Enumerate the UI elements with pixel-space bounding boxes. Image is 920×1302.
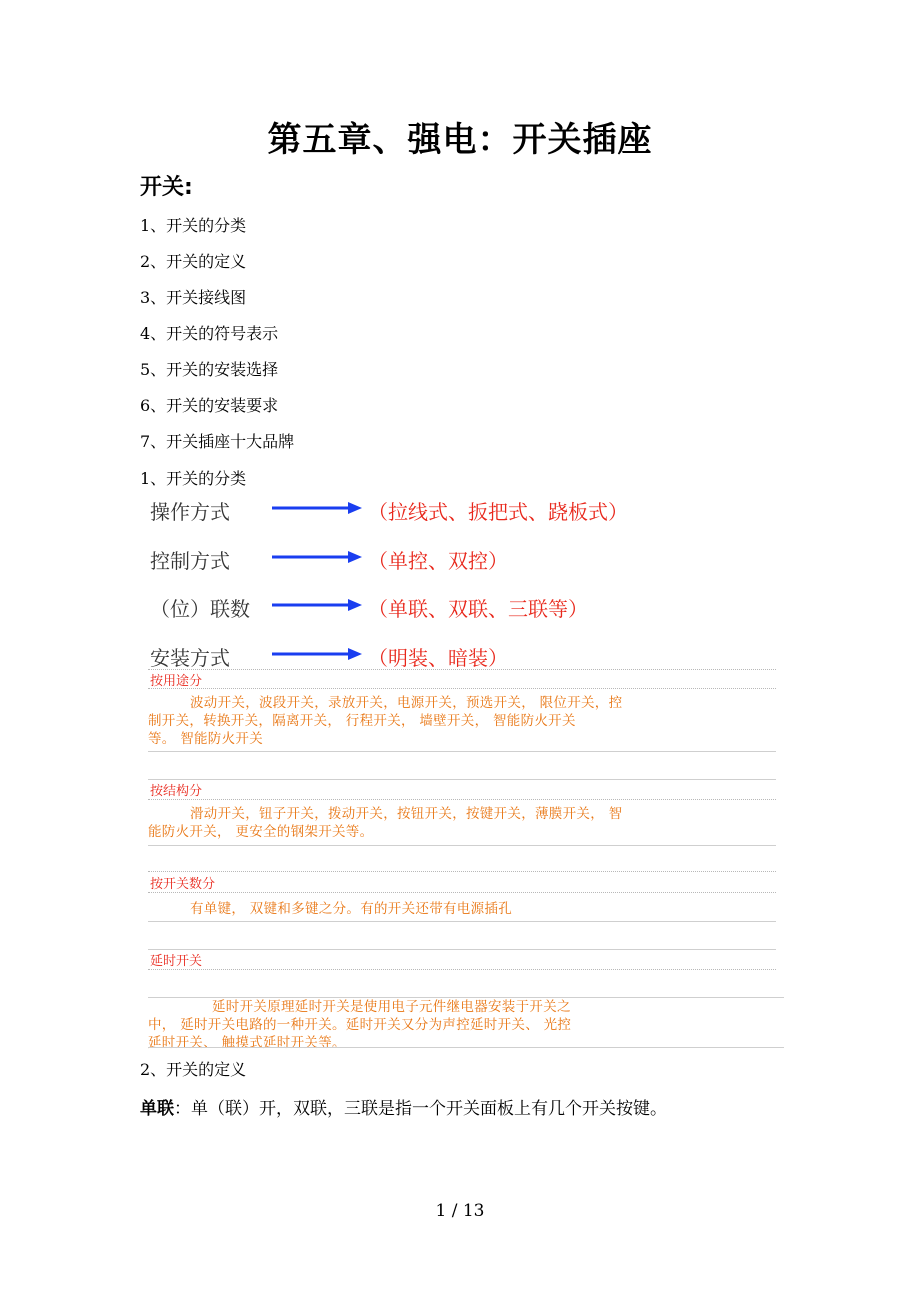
toc-item: 6、开关的安装要求 xyxy=(140,396,279,415)
classification-label: （位）联数 xyxy=(150,597,250,621)
divider xyxy=(148,751,776,752)
divider xyxy=(148,969,776,970)
toc-item: 7、开关插座十大品牌 xyxy=(140,432,295,451)
divider xyxy=(148,892,776,893)
page-number: 1 / 13 xyxy=(435,1201,485,1221)
category-text-line: 延时开关、 触摸式延时开关等。 xyxy=(148,1035,346,1051)
category-label: 延时开关 xyxy=(150,954,203,969)
classification-label: 控制方式 xyxy=(150,549,230,573)
classification-diagram xyxy=(148,490,788,680)
right-arrow-icon xyxy=(272,549,362,565)
divider xyxy=(148,1047,784,1048)
classification-values: （单联、双联、三联等） xyxy=(368,597,588,621)
classification-values: （单控、双控） xyxy=(368,549,508,573)
category-text-line: 波动开关，波段开关，录放开关，电源开关，预选开关， 限位开关，控 xyxy=(190,695,623,711)
toc-item: 4、开关的符号表示 xyxy=(140,324,279,343)
divider xyxy=(148,845,776,846)
classification-row xyxy=(148,539,788,579)
toc-item: 5、开关的安装选择 xyxy=(140,360,279,379)
right-arrow-icon xyxy=(272,500,362,516)
classification-row xyxy=(148,587,788,627)
sub-heading-classification: 1、开关的分类 xyxy=(140,469,247,488)
toc-item: 1、开关的分类 xyxy=(140,216,247,235)
divider xyxy=(148,688,776,689)
divider xyxy=(148,921,776,922)
category-text-line: 延时开关原理延时开关是使用电子元件继电器安装于开关之 xyxy=(212,999,571,1015)
section-heading: 开关: xyxy=(140,175,193,200)
divider xyxy=(148,871,776,872)
category-label: 按用途分 xyxy=(150,674,203,689)
category-text-line: 制开关，转换开关，隔离开关， 行程开关， 墙壁开关， 智能防火开关 xyxy=(148,713,576,729)
divider xyxy=(148,669,776,670)
right-arrow-icon xyxy=(272,597,362,613)
classification-label: 安装方式 xyxy=(150,646,230,670)
category-label: 按开关数分 xyxy=(150,877,216,892)
definition-paragraph xyxy=(140,1095,667,1123)
classification-row xyxy=(148,490,788,530)
divider xyxy=(148,799,776,800)
classification-row xyxy=(148,636,788,676)
toc-item: 3、开关接线图 xyxy=(140,288,247,307)
divider xyxy=(148,949,776,950)
sub-heading-definition: 2、开关的定义 xyxy=(140,1060,247,1079)
definition-text: ：单（联）开，双联，三联是指一个开关面板上有几个开关按键。 xyxy=(174,1099,667,1119)
right-arrow-icon xyxy=(272,646,362,662)
classification-values: （拉线式、扳把式、跷板式） xyxy=(368,500,628,524)
classification-label: 操作方式 xyxy=(150,500,230,524)
page-title: 第五章、强电：开关插座 xyxy=(267,120,653,160)
classification-values: （明装、暗装） xyxy=(368,646,508,670)
category-label: 按结构分 xyxy=(150,784,203,799)
category-text-line: 滑动开关，钮子开关，拨动开关，按钮开关，按键开关，薄膜开关， 智 xyxy=(190,806,623,822)
divider xyxy=(148,779,776,780)
definition-term: 单联 xyxy=(140,1099,174,1119)
category-text-line: 有单键， 双键和多键之分。有的开关还带有电源插孔 xyxy=(190,901,512,917)
category-text-line: 中， 延时开关电路的一种开关。延时开关又分为声控延时开关、 光控 xyxy=(148,1017,572,1033)
category-text-line: 等。 智能防火开关 xyxy=(148,731,263,747)
toc-item: 2、开关的定义 xyxy=(140,252,247,271)
table-of-contents xyxy=(140,212,294,464)
category-text-line: 能防火开关， 更安全的钢架开关等。 xyxy=(148,824,374,840)
